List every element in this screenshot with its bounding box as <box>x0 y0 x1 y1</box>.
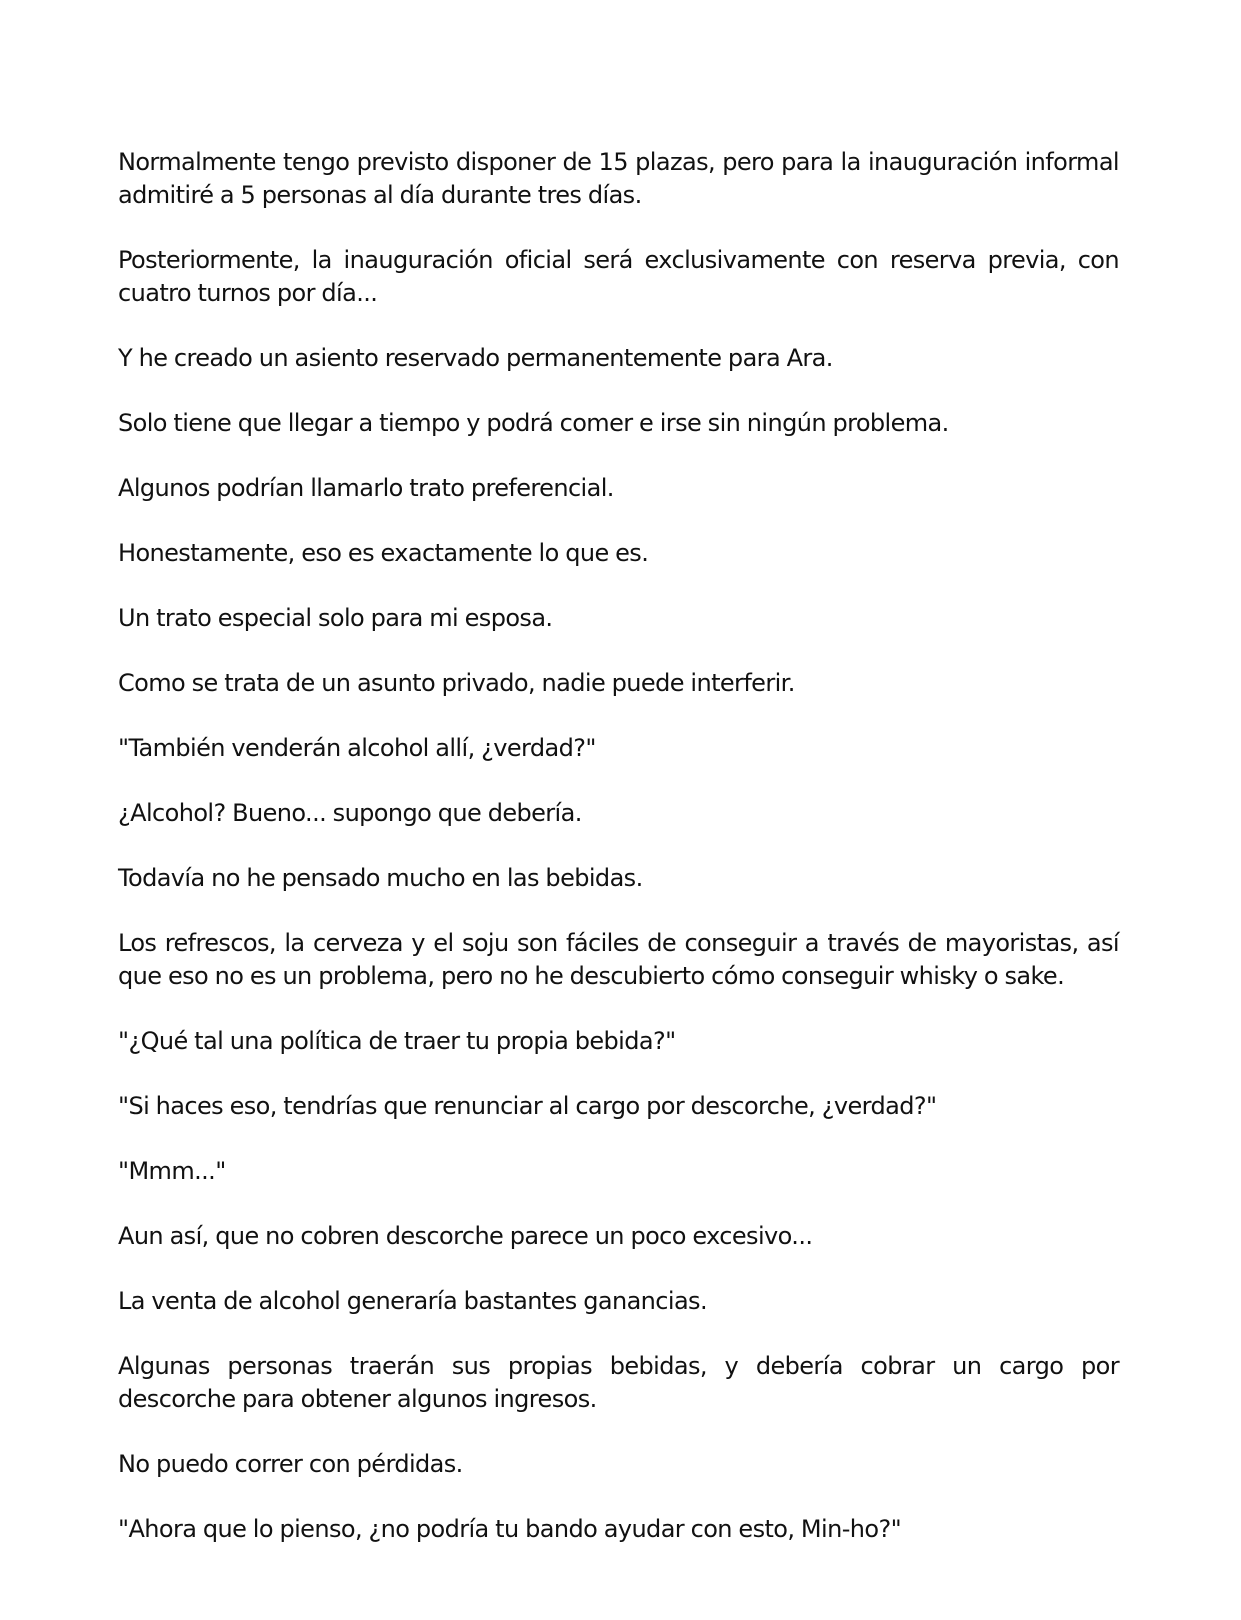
paragraph: "Mmm..." <box>118 1157 226 1185</box>
paragraph: Los refrescos, la cerveza y el soju son fáciles de conseguir a través de mayoristas, así que eso no es un problema, pero no he descubierto cómo conseguir whisky o sake. <box>118 929 1119 990</box>
paragraph: Como se trata de un asunto privado, nadie puede interferir. <box>118 669 795 697</box>
paragraph: Y he creado un asiento reservado permanentemente para Ara. <box>118 344 833 372</box>
paragraph: "Si haces eso, tendrías que renunciar al cargo por descorche, ¿verdad?" <box>118 1092 937 1120</box>
paragraph: Normalmente tengo previsto disponer de 15 plazas, pero para la inauguración informal admitiré a 5 personas al día durante tres días. <box>118 148 1119 209</box>
paragraph: Posteriormente, la inauguración oficial será exclusivamente con reserva previa, con cuatro turnos por día... <box>118 246 1119 307</box>
paragraph: "También venderán alcohol allí, ¿verdad?" <box>118 734 596 762</box>
paragraph: Algunos podrían llamarlo trato preferencial. <box>118 474 614 502</box>
paragraph: Un trato especial solo para mi esposa. <box>118 604 553 632</box>
document-page <box>118 146 1119 1578</box>
paragraph: Solo tiene que llegar a tiempo y podrá comer e irse sin ningún problema. <box>118 409 949 437</box>
paragraph: "¿Qué tal una política de traer tu propia bebida?" <box>118 1027 676 1055</box>
paragraph: "Ahora que lo pienso, ¿no podría tu bando ayudar con esto, Min-ho?" <box>118 1515 902 1543</box>
paragraph: Aun así, que no cobren descorche parece un poco excesivo... <box>118 1222 813 1250</box>
paragraph: ¿Alcohol? Bueno... supongo que debería. <box>118 799 582 827</box>
paragraph: Algunas personas traerán sus propias bebidas, y debería cobrar un cargo por descorche para obtener algunos ingresos. <box>118 1352 1119 1413</box>
paragraph: No puedo correr con pérdidas. <box>118 1450 463 1478</box>
paragraph: La venta de alcohol generaría bastantes ganancias. <box>118 1287 707 1315</box>
paragraph: Honestamente, eso es exactamente lo que es. <box>118 539 649 567</box>
paragraph: Todavía no he pensado mucho en las bebidas. <box>118 864 643 892</box>
